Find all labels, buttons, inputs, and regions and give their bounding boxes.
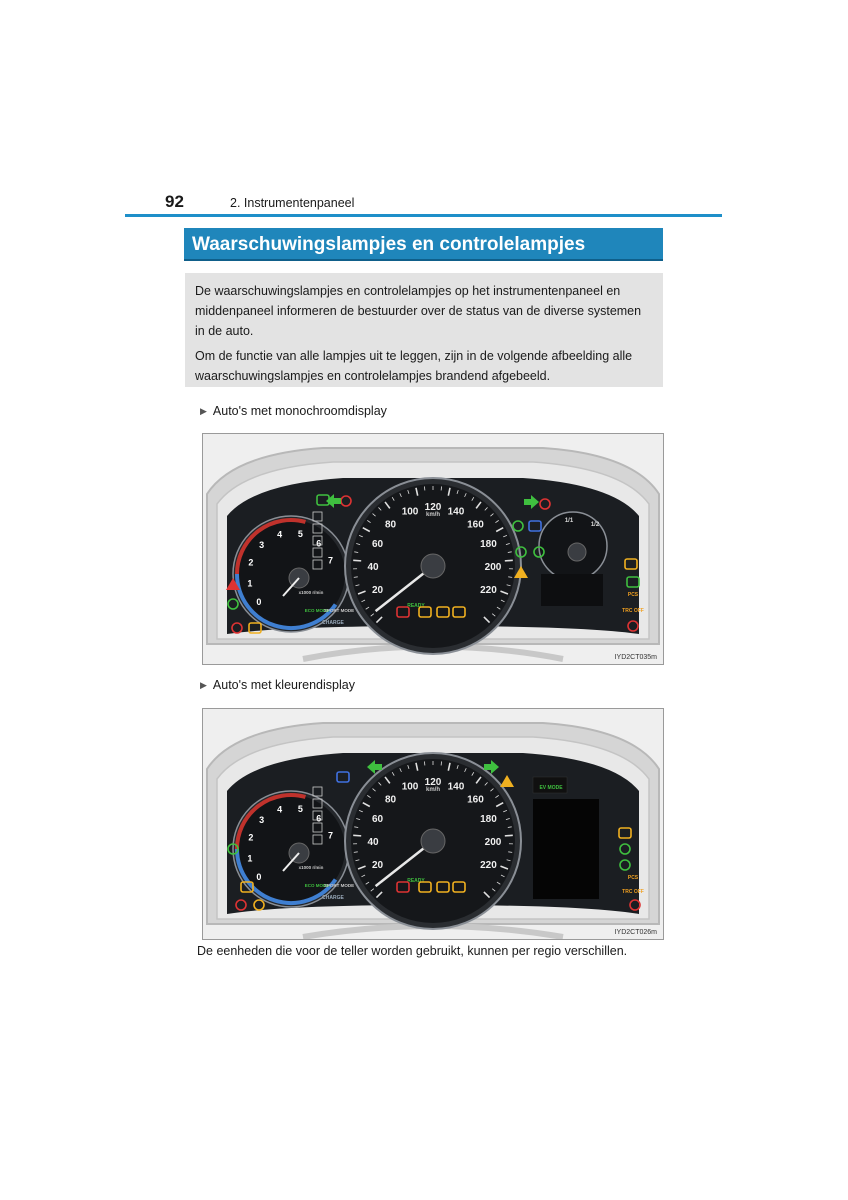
- speed-label-140: 140: [447, 506, 465, 518]
- speed-label-220: 220: [480, 584, 497, 596]
- speed-label-120: 120: [424, 502, 442, 513]
- speed-label-40: 40: [367, 837, 379, 848]
- speed-label-100: 100: [401, 781, 419, 793]
- rpm-unit-label: x1000 r/min: [298, 865, 324, 870]
- charge-label: CHARGE: [322, 895, 344, 901]
- bullet-triangle-icon: ▶: [200, 680, 207, 690]
- eco-mode-label: ECO MODE: [304, 608, 330, 613]
- rpm-label-2: 2: [248, 832, 254, 843]
- fuel-full-label: 1/1: [564, 518, 574, 524]
- ev-mode-label: EV MODE: [539, 785, 563, 791]
- speed-label-20: 20: [372, 584, 384, 596]
- figure-1-code: IYD2CT035m: [614, 654, 657, 661]
- rpm-label-4: 4: [277, 529, 283, 540]
- rpm-label-5: 5: [297, 804, 303, 815]
- rpm-label-0: 0: [256, 596, 262, 607]
- speed-label-180: 180: [480, 814, 497, 826]
- eco-mode-label: ECO MODE: [304, 883, 330, 888]
- speed-label-200: 200: [484, 562, 502, 573]
- speed-unit: km/h: [425, 512, 441, 518]
- speed-label-20: 20: [372, 859, 384, 871]
- rpm-label-4: 4: [277, 804, 283, 815]
- page-number: 92: [165, 192, 184, 211]
- speed-label-40: 40: [367, 562, 379, 573]
- rpm-label-3: 3: [259, 814, 265, 825]
- figure-2-label: Auto's met kleurendisplay: [212, 678, 355, 692]
- rpm-unit-label: x1000 r/min: [298, 590, 324, 595]
- trc-off-label: TRC OFF: [622, 889, 644, 895]
- rpm-label-6: 6: [316, 813, 322, 824]
- speed-label-160: 160: [467, 794, 484, 806]
- speed-tick: [508, 577, 512, 578]
- speed-label-160: 160: [467, 519, 484, 531]
- section-title: Waarschuwingslampjes en controlelampjes: [184, 228, 663, 261]
- speed-tick: [353, 835, 361, 836]
- multi-info-display: [541, 574, 603, 606]
- speed-tick: [353, 560, 361, 561]
- cluster-illustration: [203, 434, 663, 664]
- speed-tick: [354, 577, 358, 578]
- speed-label-220: 220: [480, 859, 497, 871]
- fuel-half-label: 1/2: [590, 522, 600, 528]
- speed-label-100: 100: [401, 506, 419, 518]
- speed-label-80: 80: [385, 519, 397, 531]
- speed-label-180: 180: [480, 539, 497, 551]
- sport-mode-label: SPORT MODE: [323, 883, 355, 888]
- figure-1-label: Auto's met monochroomdisplay: [212, 404, 387, 418]
- cluster-figure-monochrome: [202, 433, 664, 665]
- speed-label-80: 80: [385, 794, 397, 806]
- speed-tick: [505, 835, 513, 836]
- rpm-label-2: 2: [248, 557, 254, 568]
- speed-label-60: 60: [372, 814, 384, 826]
- rpm-label-7: 7: [327, 555, 333, 566]
- caption: De eenheden die voor de teller worden gebruikt, kunnen per regio verschillen.: [197, 944, 628, 958]
- charge-label: CHARGE: [322, 620, 344, 626]
- rpm-label-5: 5: [297, 529, 303, 540]
- ready-label: READY: [407, 878, 425, 884]
- rpm-label-6: 6: [316, 538, 322, 549]
- bullet-triangle-icon: ▶: [200, 406, 207, 416]
- speed-tick: [354, 852, 358, 853]
- rpm-label-7: 7: [327, 830, 333, 841]
- figure-1-bullet: [200, 404, 387, 418]
- needle-hub: [421, 554, 445, 578]
- speed-tick: [508, 852, 512, 853]
- speed-label-140: 140: [447, 781, 465, 793]
- needle-hub: [421, 829, 445, 853]
- trc-off-label: TRC OFF: [622, 608, 644, 614]
- speed-tick: [505, 560, 513, 561]
- rpm-label-3: 3: [259, 539, 265, 550]
- chapter-title: 2. Instrumentenpaneel: [230, 196, 355, 210]
- pcs-label: PCS: [627, 592, 639, 598]
- cluster-illustration: [203, 709, 663, 939]
- ready-label: READY: [407, 603, 425, 609]
- rpm-label-1: 1: [247, 853, 253, 864]
- intro-paragraph-2: Om de functie van alle lampjes uit te leggen, zijn in de volgende afbeelding alle waarschuwingslampjes en controlelampjes brandend afgebeeld.: [195, 349, 633, 383]
- fuel-hub: [568, 543, 586, 561]
- sport-mode-label: SPORT MODE: [323, 608, 355, 613]
- figure-2-bullet: [200, 678, 355, 692]
- rpm-label-0: 0: [256, 871, 262, 882]
- cluster-figure-color: [202, 708, 664, 940]
- speed-label-120: 120: [424, 777, 442, 788]
- header-rule: [125, 214, 722, 217]
- speed-unit: km/h: [425, 787, 441, 793]
- intro-box: [185, 273, 663, 387]
- rpm-label-1: 1: [247, 578, 253, 589]
- speed-label-200: 200: [484, 837, 502, 848]
- pcs-label: PCS: [627, 875, 639, 881]
- figure-2-code: IYD2CT026m: [614, 929, 657, 936]
- speed-label-60: 60: [372, 539, 384, 551]
- intro-paragraph-1: De waarschuwingslampjes en controlelampjes op het instrumentenpaneel en middenpaneel informeren de bestuurder over de status van de diverse systemen in de auto.: [195, 284, 642, 338]
